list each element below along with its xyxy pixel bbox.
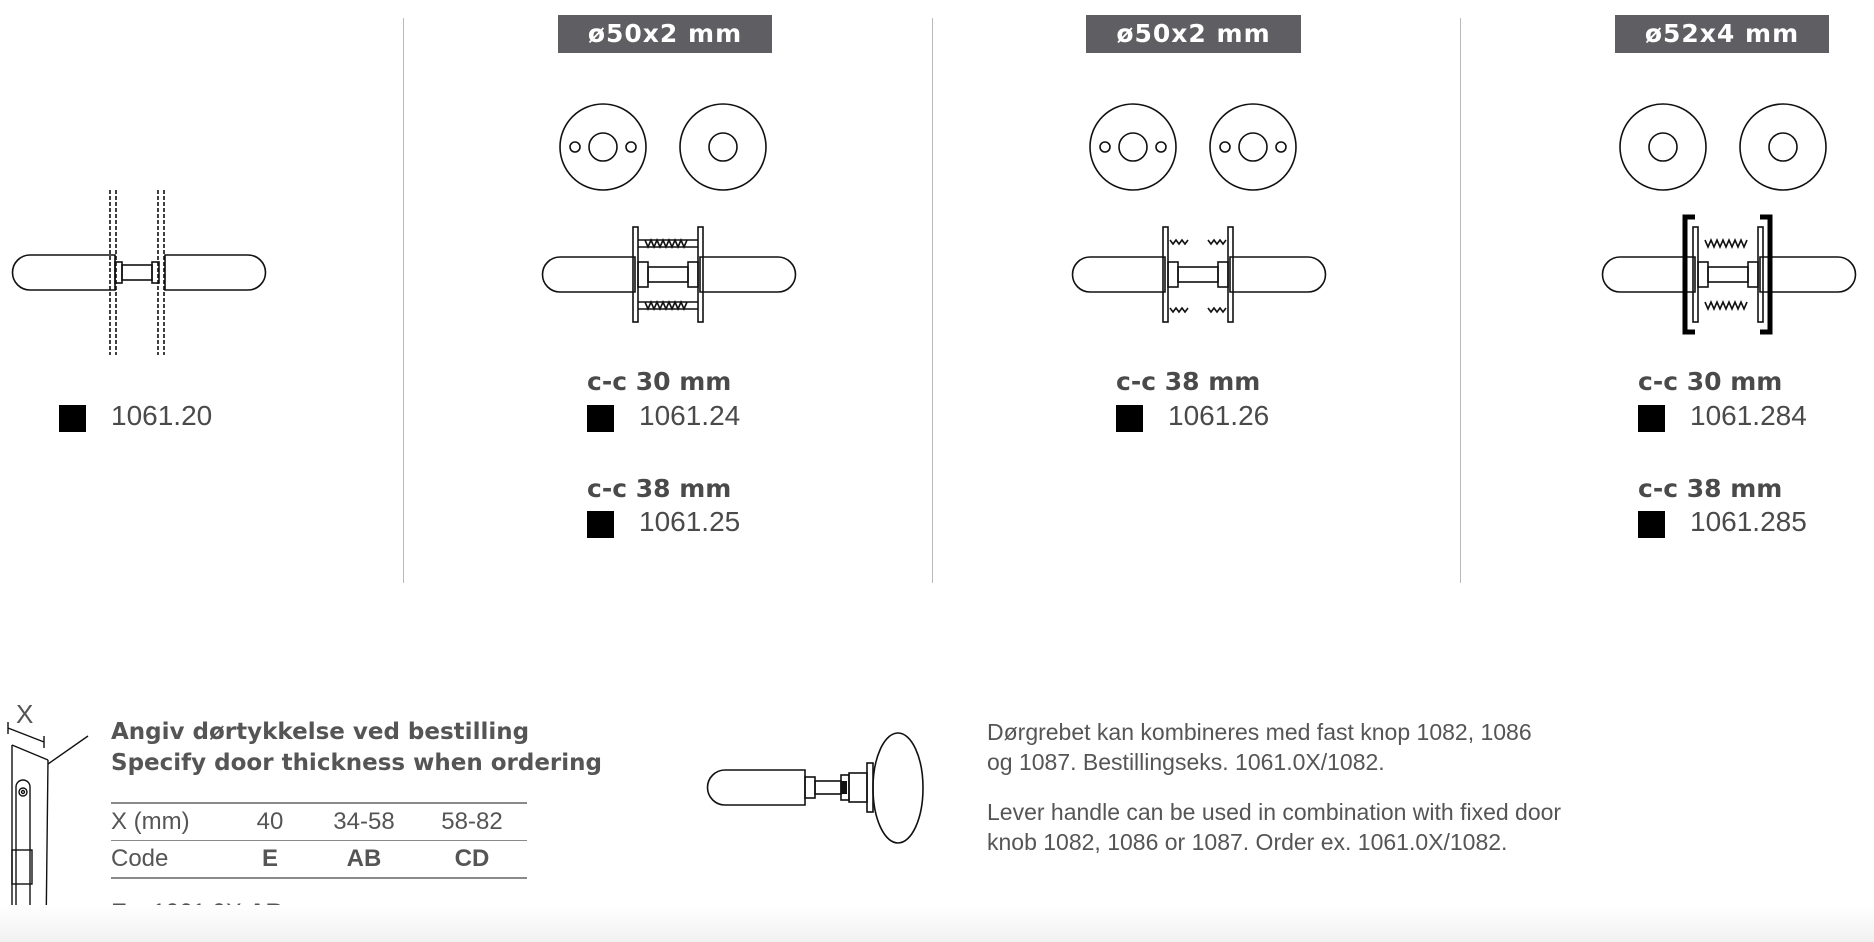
knob-combination-text-en (987, 797, 1561, 857)
column-divider-2 (932, 18, 933, 583)
rosette-pair-drawing (1085, 100, 1310, 195)
center-distance-label: c-c 30 mm (1638, 367, 1783, 396)
rosette-pair-drawing (1615, 100, 1840, 195)
table-cell: Code (111, 841, 229, 879)
lever-handle-drawing-1061-20 (0, 185, 280, 360)
product-code-label: 1061.24 (639, 400, 741, 431)
product-code-label: 1061.285 (1690, 506, 1807, 537)
color-swatch-black (1638, 405, 1665, 432)
page-footer-band (0, 905, 1874, 942)
center-distance-label: c-c 30 mm (587, 367, 732, 396)
table-cell: E (229, 841, 311, 879)
door-thickness-heading-da: Angiv dørtykkelse ved bestilling (111, 719, 530, 745)
rosette-size-badge: ø52x4 mm (1615, 15, 1829, 53)
lever-handle-drawing-1061-24 (530, 222, 810, 327)
rosette-size-badge: ø50x2 mm (558, 15, 772, 53)
table-cell: 34-58 (311, 803, 417, 841)
knob-combination-text-da (987, 717, 1532, 777)
color-swatch-black (587, 511, 614, 538)
table-cell: 58-82 (417, 803, 527, 841)
door-thickness-table (111, 802, 527, 879)
center-distance-label: c-c 38 mm (587, 474, 732, 503)
text-line: Dørgrebet kan kombineres med fast knop 1082, 1086 (987, 719, 1532, 745)
column-divider-1 (403, 18, 404, 583)
rosette-pair-drawing (555, 100, 780, 195)
column-divider-3 (1460, 18, 1461, 583)
text-line: og 1087. Bestillingseks. 1061.0X/1082. (987, 749, 1385, 775)
center-distance-label: c-c 38 mm (1116, 367, 1261, 396)
color-swatch-black (59, 405, 86, 432)
rosette-size-badge: ø50x2 mm (1086, 15, 1301, 53)
lever-knob-combination-drawing (695, 728, 965, 848)
color-swatch-black (1116, 405, 1143, 432)
table-cell: CD (417, 841, 527, 879)
text-line: knob 1082, 1086 or 1087. Order ex. 1061.0X/1082. (987, 829, 1508, 855)
door-thickness-heading-en: Specify door thickness when ordering (111, 750, 602, 776)
text-line: Lever handle can be used in combination with fixed door (987, 799, 1562, 825)
table-cell: AB (311, 841, 417, 879)
product-code-label: 1061.284 (1690, 400, 1807, 431)
table-cell: X (mm) (111, 803, 229, 841)
lever-handle-drawing-1061-26 (1060, 222, 1340, 327)
door-thickness-x-label: X (16, 700, 34, 729)
product-code-label: 1061.25 (639, 506, 741, 537)
product-code-label: 1061.20 (111, 400, 213, 431)
color-swatch-black (587, 405, 614, 432)
color-swatch-black (1638, 511, 1665, 538)
table-cell: 40 (229, 803, 311, 841)
lever-handle-drawing-1061-284 (1590, 212, 1870, 337)
center-distance-label: c-c 38 mm (1638, 474, 1783, 503)
product-code-label: 1061.26 (1168, 400, 1270, 431)
